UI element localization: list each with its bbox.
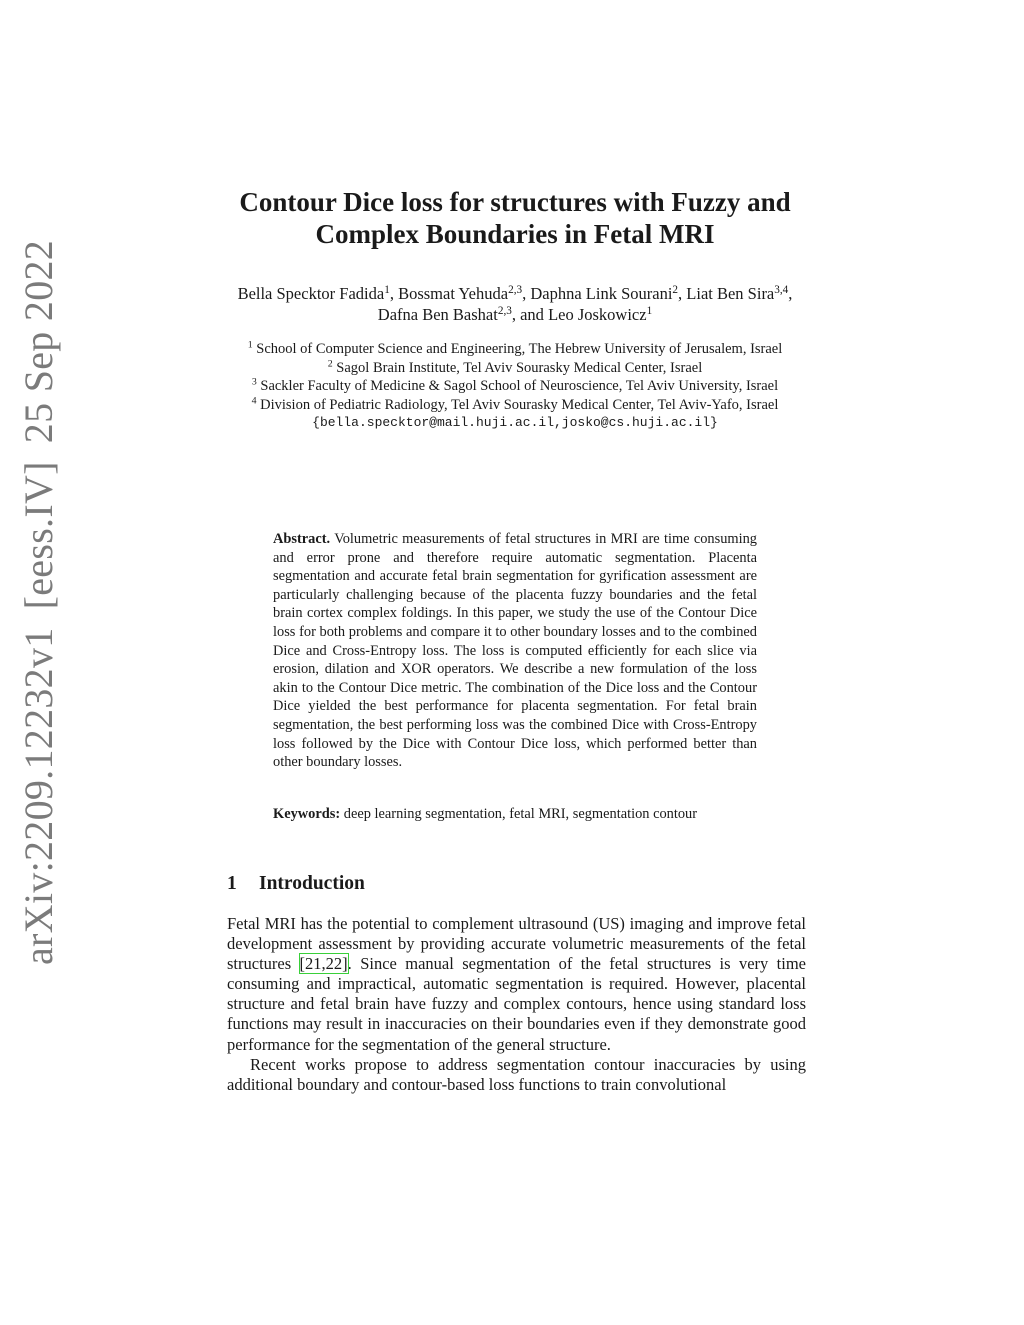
- affiliation-list: [220, 340, 810, 433]
- arxiv-sidebar-identifier: [11, 239, 67, 965]
- paragraph: [227, 914, 806, 1055]
- author-affiliation-mark: 2: [672, 283, 679, 296]
- paragraph-text: . Since manual segmentation of the fetal structures is very time consuming and impractical, automatic segmentation is required. However, placental structure and fetal brain have fuzzy and complex contours, hence using standard loss functions may result in inaccuracies on their boundaries even if they demonstrate good performance for the segmentation of the general structure.: [227, 954, 806, 1054]
- author-name: Daphna Link Sourani: [530, 284, 673, 303]
- affiliation: [220, 359, 810, 378]
- author-separator: , and: [511, 305, 549, 324]
- arxiv-id-number: arXiv:2209.12232v1: [16, 627, 61, 965]
- author-affiliation-mark: 1: [646, 304, 653, 317]
- author-separator: ,: [788, 284, 793, 303]
- affiliation: [220, 377, 810, 396]
- author-separator: ,: [678, 284, 687, 303]
- citation-link[interactable]: [21,22]: [299, 954, 348, 974]
- arxiv-category: [eess.IV]: [16, 461, 61, 610]
- author-name: Leo Joskowicz: [548, 305, 647, 324]
- author-name: Liat Ben Sira: [686, 284, 775, 303]
- author-name: Bossmat Yehuda: [398, 284, 509, 303]
- section-heading: [227, 873, 365, 895]
- affiliation-text: Sackler Faculty of Medicine & Sagol School of Neuroscience, Tel Aviv University, Israel: [260, 378, 779, 394]
- abstract-label: Abstract.: [273, 531, 331, 547]
- author-list: [226, 283, 804, 325]
- keywords-text: deep learning segmentation, fetal MRI, segmentation contour: [343, 806, 698, 822]
- paragraph: Recent works propose to address segmentation contour inaccuracies by using additional boundary and contour-based loss functions to train convolutional: [227, 1054, 806, 1094]
- abstract: [273, 530, 757, 772]
- affiliation-number: 3: [251, 376, 257, 388]
- abstract-text: Volumetric measurements of fetal structures in MRI are time consuming and error prone and therefore require automatic segmentation. Placenta segmentation and accurate fetal brain segmentation for gyrification assessment are particularly challenging because of the placenta fuzzy boundaries and the fetal brain cortex complex foldings. In this paper, we study the use of the Contour Dice loss for both problems and compare it to other boundary losses and to the combined Dice and Cross-Entropy loss. The loss is computed efficiently for each slice via erosion, dilation and XOR operators. We describe a new formulation of the loss akin to the Contour Dice metric. The combination of the Dice loss and the Contour Dice yielded the best performance for placenta segmentation. For fetal brain segmentation, the best performing loss was the combined Dice with Cross-Entropy loss followed by the Dice with Contour Dice loss, which performed better than other boundary losses.: [273, 531, 757, 771]
- affiliation-text: Sagol Brain Institute, Tel Aviv Sourasky Medical Center, Israel: [336, 359, 703, 376]
- paragraph-text: Fetal MRI has the potential to complement ultrasound (US) imaging and improve fetal development assessment by providing accurate volumetric measurements of the fetal structures: [227, 914, 806, 974]
- paper-title: [220, 186, 810, 250]
- affiliation: [220, 396, 810, 415]
- author-affiliation-mark: 2,3: [497, 304, 512, 317]
- arxiv-date: 25 Sep 2022: [16, 239, 61, 444]
- affiliation-text: Division of Pediatric Radiology, Tel Aviv Sourasky Medical Center, Tel Aviv-Yafo, Israel: [260, 396, 779, 413]
- affiliation-text: School of Computer Science and Engineering, The Hebrew University of Jerusalem, Israel: [256, 341, 783, 357]
- author-name: Bella Specktor Fadida: [237, 284, 385, 303]
- author-affiliation-mark: 3,4: [774, 283, 789, 296]
- author-emails: {bella.specktor@mail.huji.ac.il,josko@cs.huji.ac.il}: [312, 415, 718, 430]
- body-text: [227, 914, 806, 1095]
- title-line-1: Contour Dice loss for structures with Fuzzy and: [239, 187, 791, 217]
- author-affiliation-mark: 2,3: [508, 283, 523, 296]
- author-affiliation-mark: 1: [384, 283, 390, 296]
- author-name: Dafna Ben Bashat: [377, 305, 498, 324]
- keywords-label: Keywords:: [273, 806, 341, 822]
- affiliation-number: 2: [327, 358, 333, 370]
- section-number: 1: [227, 873, 237, 894]
- affiliation-number: 4: [251, 395, 257, 407]
- affiliation: [220, 340, 810, 359]
- author-separator: ,: [389, 284, 399, 303]
- affiliation-number: 1: [247, 339, 253, 351]
- keywords: [273, 805, 757, 824]
- section-title: Introduction: [259, 873, 365, 894]
- title-line-2: Complex Boundaries in Fetal MRI: [315, 219, 715, 249]
- author-separator: ,: [522, 284, 531, 303]
